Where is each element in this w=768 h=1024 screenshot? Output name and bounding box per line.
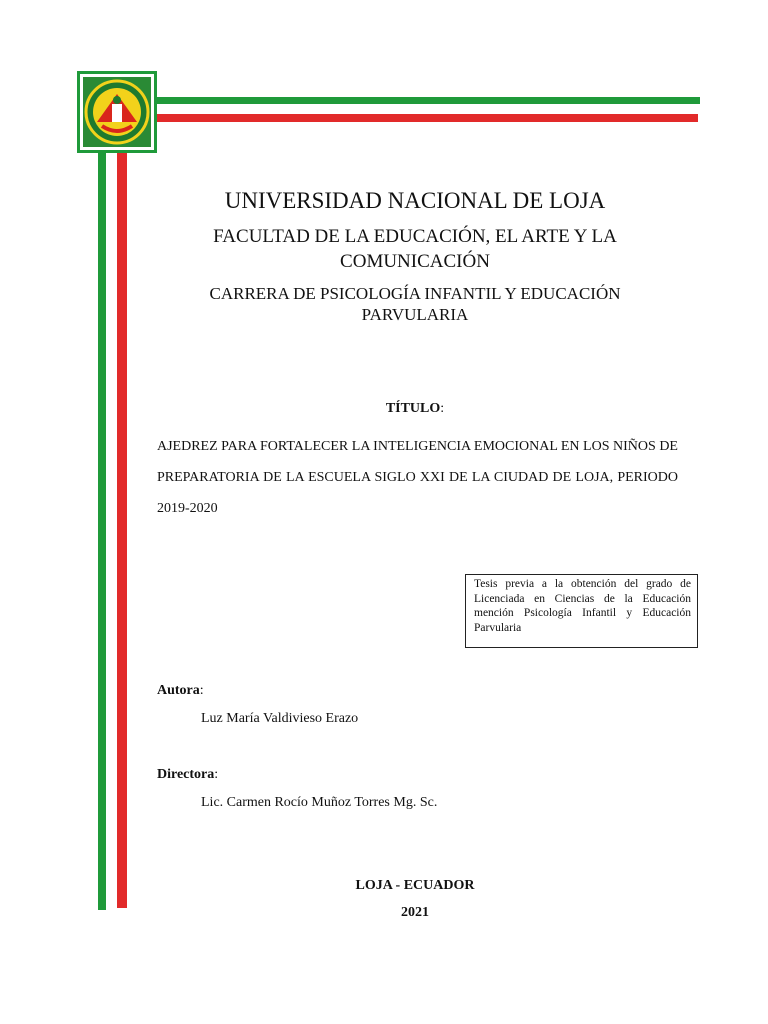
left-green-stripe (98, 150, 106, 910)
title-label-colon: : (440, 401, 445, 416)
top-red-stripe (150, 114, 698, 122)
author-label-colon: : (199, 683, 204, 698)
thesis-note-box: Tesis previa a la obtención del grado de Licenciada en Ciencias de la Educación mención Psicología Infantil y Educación Parvularia (465, 574, 698, 648)
faculty-line-2: COMUNICACIÓN (340, 251, 490, 272)
director-label (157, 767, 218, 783)
author-label-text: Autora (157, 683, 200, 698)
left-red-stripe (117, 150, 127, 908)
place: LOJA - ECUADOR (355, 878, 475, 893)
career-line-1: CARRERA DE PSICOLOGÍA INFANTIL Y EDUCACIÓN (209, 284, 621, 303)
thesis-title: AJEDREZ PARA FORTALECER LA INTELIGENCIA EMOCIONAL EN LOS NIÑOS DE PREPARATORIA DE LA ESCUELA SIGLO XXI DE LA CIUDAD DE LOJA, PERIODO 2019-2020 (157, 439, 678, 516)
university-seal-icon (77, 71, 157, 153)
faculty-name (150, 224, 680, 274)
director-name: Lic. Carmen Rocío Muñoz Torres Mg. Sc. (201, 795, 438, 810)
year: 2021 (401, 905, 429, 920)
career-name (150, 283, 680, 325)
director-label-colon: : (214, 767, 219, 782)
faculty-line-1: FACULTAD DE LA EDUCACIÓN, EL ARTE Y LA (213, 226, 617, 247)
author-label (157, 683, 204, 699)
director-label-text: Directora (157, 767, 215, 782)
university-name: UNIVERSIDAD NACIONAL DE LOJA (224, 188, 606, 213)
title-label-text: TÍTULO (385, 401, 441, 416)
top-green-stripe (150, 97, 700, 104)
career-line-2: PARVULARIA (361, 305, 469, 324)
title-label (150, 401, 680, 417)
author-name: Luz María Valdivieso Erazo (201, 711, 359, 726)
